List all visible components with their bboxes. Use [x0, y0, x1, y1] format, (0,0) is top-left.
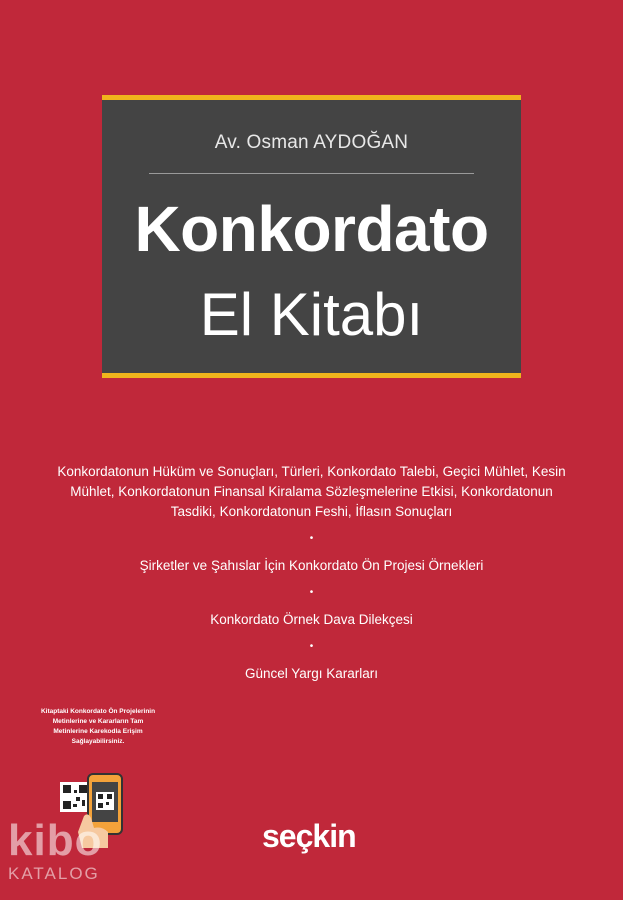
bullet-separator: •: [309, 641, 314, 652]
watermark-bottom: KATALOG: [8, 864, 100, 883]
topic-2: Şirketler ve Şahıslar İçin Konkordato Ön Projesi Örnekleri: [139, 558, 484, 573]
topic-4: Güncel Yargı Kararları: [244, 666, 379, 681]
qr-note: Kitaptaki Konkordato Ön Projelerinin Metinlerine ve Kararların Tam Metinlerine Karekodla Erişim Sağlayabilirsiniz.: [40, 708, 156, 745]
bullet-separator: •: [309, 533, 314, 544]
topic-3: Konkordato Örnek Dava Dilekçesi: [210, 612, 413, 627]
topic-1: Konkordatonun Hüküm ve Sonuçları, Türleri, Konkordato Talebi, Geçici Mühlet, Kesin Mühlet, Konkordatonun Finansal Kiralama Sözleşmelerine Etkisi, Konkordatonun Tasdiki, Konkordatonun Feshi, İflasın Sonuçları: [57, 464, 566, 519]
author-name: Av. Osman AYDOĞAN: [214, 132, 409, 153]
title-box: [102, 95, 521, 378]
divider: [149, 173, 474, 174]
watermark: [8, 818, 102, 884]
topics-list: [40, 462, 583, 684]
publisher-logo: seçkin: [262, 818, 356, 854]
bullet-separator: •: [309, 587, 314, 598]
book-subtitle: El Kitabı: [199, 281, 424, 348]
watermark-top: kibo: [8, 816, 103, 865]
book-title: Konkordato: [134, 193, 489, 265]
